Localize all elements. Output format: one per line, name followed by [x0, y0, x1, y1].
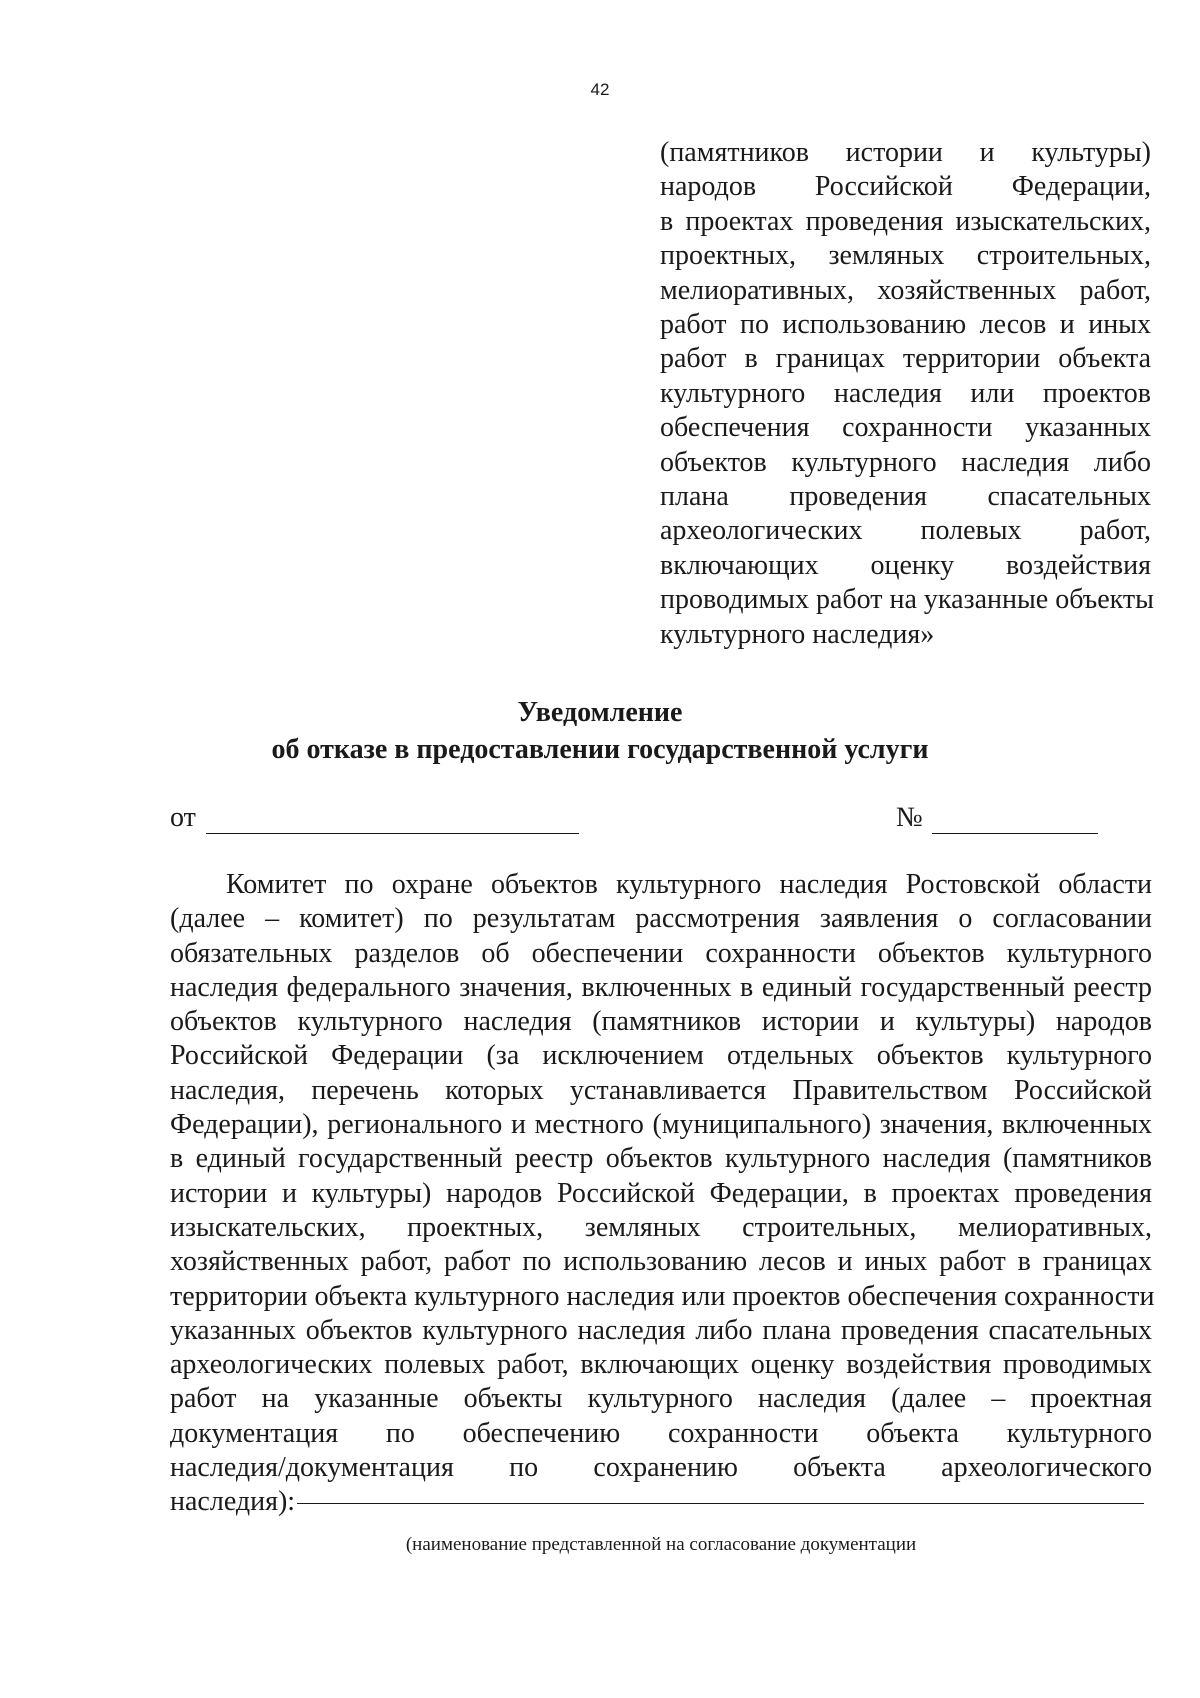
- body-line: изыскательских, проектных, земляных строительных, мелиоративных,: [170, 1211, 1152, 1243]
- body-line: обязательных разделов об обеспечении сохранности объектов культурного: [170, 937, 1152, 969]
- body-line: наследия, перечень которых устанавливается Правительством Российской: [170, 1074, 1152, 1106]
- document-subtitle: об отказе в предоставлении государственной услуги: [271, 734, 929, 765]
- body-line: работ на указанные объекты культурного наследия (далее – проектная: [170, 1383, 1152, 1415]
- documentation-name-row: [170, 1485, 1152, 1519]
- date-number-row: [170, 802, 1098, 842]
- date-label: от: [170, 802, 196, 833]
- number-blank-line: [932, 833, 1098, 834]
- annex-line: археологических полевых работ,: [660, 515, 1151, 547]
- body-line: в единый государственный реестр объектов культурного наследия (памятников: [170, 1143, 1152, 1175]
- annex-line: культурного наследия»: [660, 618, 935, 650]
- date-blank-line: [206, 833, 579, 834]
- annex-line: работ в границах территории объекта: [660, 343, 1151, 375]
- documentation-name-blank-line: [297, 1503, 1144, 1504]
- annex-line: в проектах проведения изыскательских,: [660, 205, 1151, 237]
- body-line: хозяйственных работ, работ по использованию лесов и иных работ в границах: [170, 1246, 1152, 1278]
- body-line: археологических полевых работ, включающих оценку воздействия проводимых: [170, 1349, 1152, 1381]
- body-paragraph: [170, 868, 1155, 1520]
- blank-line-caption: (наименование представленной на согласование документации: [405, 1534, 917, 1555]
- body-line: наследия):: [170, 1486, 296, 1518]
- annex-line: проектных, земляных строительных,: [660, 240, 1151, 272]
- body-line: объектов культурного наследия (памятников истории и культуры) народов: [170, 1006, 1152, 1038]
- body-line: территории объекта культурного наследия или проектов обеспечения сохранности: [170, 1280, 1155, 1312]
- body-line: наследия/документация по сохранению объекта археологического: [170, 1452, 1152, 1484]
- annex-line: культурного наследия или проектов: [660, 377, 1151, 409]
- annex-line: (памятников истории и культуры): [660, 137, 1151, 168]
- document-title: Уведомление: [517, 697, 683, 728]
- annex-line: включающих оценку воздействия: [660, 549, 1151, 581]
- annex-line: работ по использованию лесов и иных: [660, 309, 1151, 341]
- body-line: (далее – комитет) по результатам рассмотрения заявления о согласовании: [170, 903, 1152, 935]
- annex-line: народов Российской Федерации,: [660, 171, 1151, 203]
- body-line: документация по обеспечению сохранности объекта культурного: [170, 1417, 1152, 1449]
- annex-line: мелиоративных, хозяйственных работ,: [660, 274, 1151, 306]
- annex-line: проводимых работ на указанные объекты: [660, 584, 1154, 616]
- number-label: №: [896, 802, 923, 833]
- body-line: Федерации), регионального и местного (муниципального) значения, включенных: [170, 1109, 1152, 1141]
- annex-reference-block: [660, 136, 1154, 652]
- annex-line: плана проведения спасательных: [660, 481, 1151, 513]
- page-number: 42: [590, 80, 610, 99]
- annex-line: обеспечения сохранности указанных: [660, 412, 1151, 444]
- body-line: Комитет по охране объектов культурного наследия Ростовской области: [226, 869, 1152, 900]
- body-line: наследия федерального значения, включенных в единый государственный реестр: [170, 971, 1152, 1003]
- body-line: указанных объектов культурного наследия либо плана проведения спасательных: [170, 1314, 1152, 1346]
- body-line: Российской Федерации (за исключением отдельных объектов культурного: [170, 1040, 1152, 1072]
- body-line: истории и культуры) народов Российской Федерации, в проектах проведения: [170, 1177, 1152, 1209]
- annex-line: объектов культурного наследия либо: [660, 446, 1151, 478]
